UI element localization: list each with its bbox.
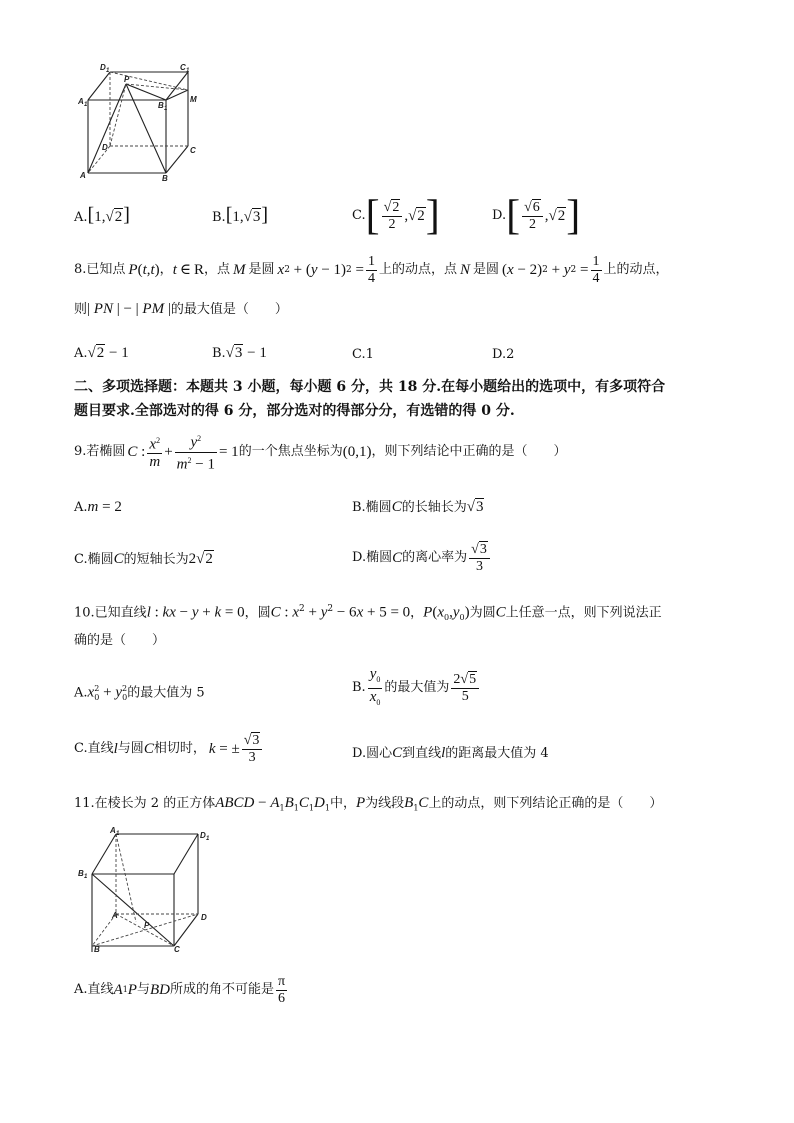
q8-option-a[interactable]: A.√2 − 1 <box>74 345 129 361</box>
label-A: A <box>80 171 86 180</box>
q7-option-c-frac: $\frac{√2}{2}$ <box>382 200 403 233</box>
q8-option-b[interactable]: B.√3 − 1 <box>212 345 267 361</box>
q7-option-c[interactable]: C. [ $\frac{√2}{2}$ ,√2 ] <box>352 193 440 239</box>
q7-option-b-label: B. <box>212 210 226 225</box>
q8-option-c[interactable]: C.1 <box>352 347 374 362</box>
q9-prefix: 9.若椭圆 <box>74 444 126 459</box>
label-C: C <box>174 945 180 952</box>
q10-option-c[interactable]: C.直线 l 与圆 C 相切时， k = ± $\frac{√3}{3}$ <box>74 726 264 772</box>
q10-mid3: 为圆 <box>469 605 496 621</box>
q10-mid1: ，圆 <box>244 605 271 621</box>
q7-option-b[interactable] <box>212 206 268 227</box>
q10-option-c-p1: C.直线 <box>74 741 114 756</box>
label-A1: A <box>78 97 84 106</box>
label-B1: B <box>158 101 164 110</box>
q9-option-d-p2: 的离心率为 <box>402 550 468 565</box>
q10-stem-line1: 10.已知直线l : kx − y + k = 0，圆C : $x^2 + y^2 - 6x + 5 = 0$，$P(x_0,y_0)$为圆C上任意一点，则下列说法正 <box>74 604 662 622</box>
q10-option-a-label: A. <box>74 685 88 701</box>
q9-option-b-p2: 的长轴长为 <box>401 500 467 515</box>
q10-option-a-text: 的最大值为 5 <box>127 685 205 701</box>
q10-prefix: 10.已知直线 <box>74 605 147 621</box>
label-C1-sub: 1 <box>186 68 190 74</box>
q8-p5: 是圆 <box>473 262 500 277</box>
q8-option-d[interactable]: D.2 <box>492 347 515 362</box>
q7-option-c-label: C. <box>352 208 366 223</box>
label-B1-sub: 1 <box>84 874 88 880</box>
label-P: P <box>144 921 150 930</box>
label-B: B <box>94 945 100 952</box>
label-D: D <box>102 143 108 152</box>
q11-suffix: 上的动点，则下列结论正确的是（ ） <box>428 796 663 811</box>
q7-option-a[interactable] <box>74 206 130 227</box>
q8-p4: 上的动点，点 <box>378 262 457 277</box>
q9-option-b-p1: B.椭圆 <box>352 500 392 515</box>
q10-option-d-p3: 的距离最大值为 4 <box>445 746 549 761</box>
q8-stem-line2: 则| PN | − | PM |的最大值是（ ） <box>74 301 288 317</box>
q7-option-a-value: [1,√2] <box>87 204 130 226</box>
q7-option-a-label: A. <box>74 210 88 225</box>
q7-option-d[interactable]: D. [ $\frac{√6}{2}$ ,√2 ] <box>492 193 581 239</box>
q10-option-a[interactable]: $A.x^2_0 + y^2_0$的最大值为 5 <box>74 684 205 702</box>
q8-p3: 是圆 <box>248 262 275 277</box>
q10-option-d-p2: 到直线 <box>402 746 442 761</box>
q10-option-b-text: 的最大值为 <box>384 680 450 695</box>
cube-figure-q11 <box>74 826 214 952</box>
q8-p1: ， <box>159 262 173 277</box>
label-A1-sub: 1 <box>84 102 88 108</box>
q10-mid4: 上任意一点，则下列说法正 <box>505 605 662 621</box>
q11-option-a-p2: 与 <box>136 982 150 997</box>
q8-p6: 上的动点， <box>603 262 669 277</box>
section2-heading-line2: 题目要求.全部选对的得 6 分，部分选对的得部分分，有选错的得 0 分. <box>74 403 515 419</box>
q8-line2-b: 的最大值是（ ） <box>170 302 288 317</box>
q7-option-d-frac: $\frac{√6}{2}$ <box>522 200 543 233</box>
label-D1: D <box>100 63 106 72</box>
q9-option-d-p1: D.椭圆 <box>352 550 393 565</box>
q11-option-a-p1: A.直线 <box>74 982 114 997</box>
q10-mid2: ， <box>410 605 424 621</box>
q8-option-a-label: A. <box>74 346 88 361</box>
q10-option-d-p1: D.圆心 <box>352 746 393 761</box>
label-D1: D <box>200 831 206 840</box>
q10-option-c-p3: 相切时， <box>153 741 206 756</box>
q9-suffix2: ，则下列结论中正确的是（ ） <box>371 444 567 459</box>
q11-option-a[interactable]: A.直线 A 1 P 与 BD 所成的角不可能是 $\frac{\pi}{6}$ <box>74 973 286 1006</box>
q11-stem: 11.在棱长为 2 的正方体ABCD − $A_1B_1C_1D_1$中，P为线段$B_1C$上的动点，则下列结论正确的是（ ） <box>74 795 663 813</box>
label-A1-sub: 1 <box>116 831 120 837</box>
label-C: C <box>190 146 196 155</box>
label-M: M <box>190 95 197 104</box>
label-P: P <box>124 75 130 84</box>
q10-option-c-p2: 与圆 <box>117 741 144 756</box>
label-D: D <box>201 913 207 922</box>
label-D1-sub: 1 <box>106 68 110 74</box>
label-A: A <box>112 911 118 920</box>
label-B: B <box>162 174 168 182</box>
q10-option-b-label: B. <box>352 680 366 695</box>
q8-p2: ，点 <box>203 262 230 277</box>
q9-option-b[interactable]: B.椭圆C的长轴长为√3 <box>352 499 484 515</box>
q9-option-d[interactable]: D.椭圆 C 的离心率为 $\frac{√3}{3}$ <box>352 538 492 578</box>
label-A1: A <box>110 826 116 835</box>
q10-option-b[interactable]: B. $\frac{y_0}{x_0}$ 的最大值为 $\frac{2√5}{5}$ <box>352 666 481 710</box>
label-B1: B <box>78 869 84 878</box>
q11-mid: 中， <box>329 796 356 811</box>
label-D1-sub: 1 <box>206 836 210 842</box>
q9-suffix: 的一个焦点坐标为 <box>238 444 343 459</box>
cube-figure-q7 <box>78 58 208 182</box>
q9-option-a[interactable]: A.m = 2 <box>74 499 122 515</box>
q8-option-b-label: B. <box>212 346 226 361</box>
q9-option-c[interactable]: C.椭圆C的短轴长为2√2 <box>74 551 213 567</box>
q11-option-a-p3: 所成的角不可能是 <box>169 982 274 997</box>
q9-option-c-p1: C.椭圆 <box>74 552 114 567</box>
q8-stem-line1: 8.已知点 P ( t , t ) ， t ∈ R ，点 M 是圆 x 2 + ( y − 1) 2 = $\frac{1}{4}$ 上的动点，点 N 是圆 ( x − 2) 2 + y 2 = $\frac{1}{4}$ 上的动点， <box>74 253 669 286</box>
q7-option-b-value: [1,√3] <box>225 204 269 226</box>
label-B1-sub: 1 <box>164 106 168 112</box>
q9-option-c-p2: 的短轴长为 <box>123 552 189 567</box>
q9-stem: 9.若椭圆 C : $\frac{x^2}{m}$ + $\frac{y^2}{m^2 - 1}$ = 1 的一个焦点坐标为 (0,1) ，则下列结论中正确的是（ ） <box>74 432 566 472</box>
q10-option-d[interactable]: D.圆心C到直线l的距离最大值为 4 <box>352 745 549 761</box>
section2-heading-line1: 二、多项选择题：本题共 3 小题，每小题 6 分，共 18 分.在每小题给出的选项中，有多项符合 <box>74 379 666 395</box>
q8-line2-a: 则 <box>74 302 88 317</box>
q10-stem-line2: 确的是（ ） <box>74 633 166 648</box>
q11-prefix: 11.在棱长为 2 的正方体 <box>74 796 216 811</box>
q9-option-a-label: A. <box>74 500 88 515</box>
label-C1: C <box>180 63 186 72</box>
q8-prefix: 8.已知点 <box>74 262 126 277</box>
q7-option-d-label: D. <box>492 208 507 223</box>
q11-mid2: 为线段 <box>365 796 405 811</box>
